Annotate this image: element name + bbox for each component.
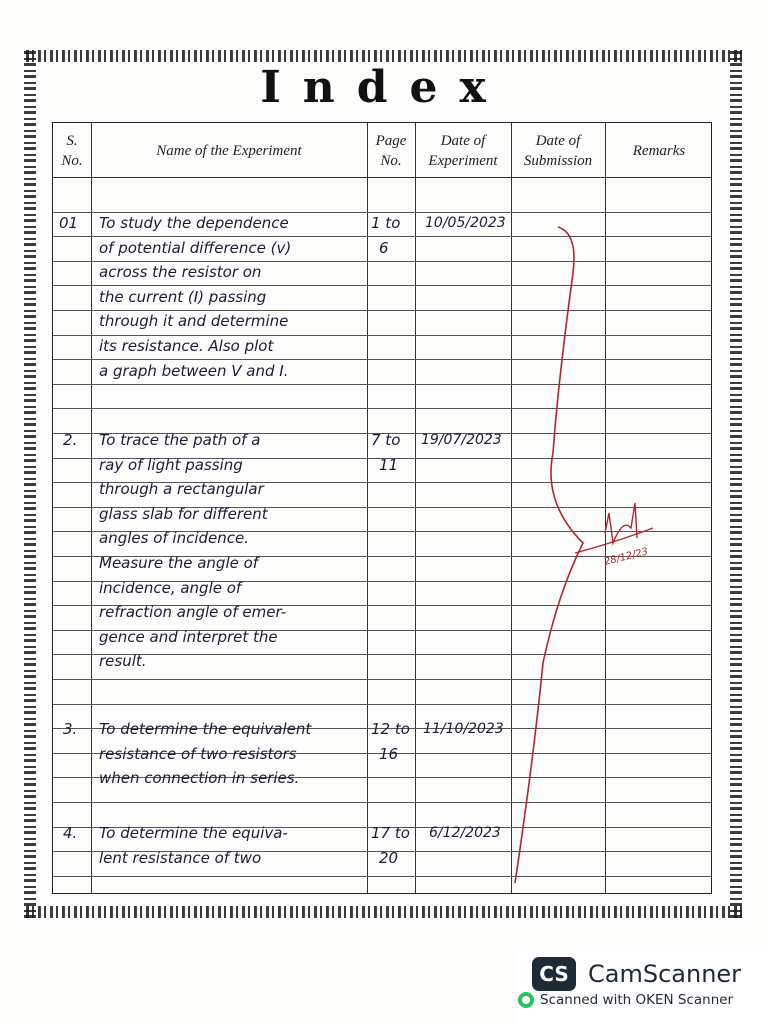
row-4-page-to: 20: [379, 848, 399, 867]
header-date-exp-line1: Date of: [440, 133, 486, 149]
row-4-sno: 4.: [63, 824, 78, 842]
row-1-date: 10/05/2023: [425, 215, 506, 231]
row-2-line: angles of incidence.: [99, 529, 250, 548]
header-sno-line1: S.: [66, 133, 78, 149]
row-2-line: ray of light passing: [99, 455, 243, 474]
row-2-line: incidence, angle of: [99, 578, 242, 597]
row-3-page-to: 16: [379, 744, 399, 763]
header-page-line2: No.: [380, 153, 402, 169]
row-3-line: when connection in series.: [99, 769, 300, 788]
row-2-line: result.: [99, 652, 147, 671]
header-date-exp-line2: Experiment: [428, 153, 498, 169]
row-1-line: through it and determine: [99, 312, 289, 331]
row-1-line: the current (I) passing: [99, 287, 267, 306]
scanner-tagline: Scanned with OKEN Scanner: [540, 992, 734, 1008]
header-date-sub-line2: Submission: [523, 153, 593, 169]
header-name: Name of the Experiment: [156, 143, 302, 159]
camscanner-logo: CS: [532, 957, 576, 991]
header-remarks: Remarks: [632, 143, 686, 159]
header-date-sub-line1: Date of: [535, 133, 581, 149]
scanner-badge-icon: [518, 992, 534, 1008]
submission-bracket-signature: [53, 123, 713, 895]
row-2-page-to: 11: [379, 455, 399, 474]
row-1-page-from: 1 to: [371, 214, 401, 232]
row-1-line: its resistance. Also plot: [99, 336, 274, 355]
signature-mark: [605, 503, 637, 543]
row-4-date: 6/12/2023: [429, 825, 501, 841]
row-1-line: To study the dependence: [99, 214, 289, 232]
row-1-sno: 01: [59, 214, 79, 232]
row-2-line: refraction angle of emer-: [99, 603, 287, 622]
row-3-line: To determine the equivalent: [99, 720, 312, 738]
row-2-sno: 2.: [63, 431, 78, 449]
camscanner-name: CamScanner: [588, 960, 742, 988]
row-1-line: of potential difference (v): [99, 238, 292, 257]
row-2-page-from: 7 to: [371, 431, 401, 449]
signature-date: 28/12/23: [603, 546, 650, 568]
decorative-border-left: [24, 50, 36, 918]
row-1-line: across the resistor on: [99, 263, 262, 282]
header-page-line1: Page: [375, 133, 407, 149]
row-2-line: through a rectangular: [99, 480, 264, 499]
index-table: [52, 122, 712, 894]
row-3-page-from: 12 to: [371, 720, 410, 738]
row-2-line: gence and interpret the: [99, 627, 278, 646]
page-title: Index: [260, 62, 508, 113]
row-2-line: glass slab for different: [99, 504, 268, 523]
row-2-date: 19/07/2023: [421, 432, 502, 448]
decorative-border-top: [26, 50, 742, 62]
decorative-border-bottom: [26, 906, 742, 918]
row-4-line: lent resistance of two: [99, 848, 262, 867]
row-1-line: a graph between V and I.: [99, 361, 289, 380]
decorative-border-right: [730, 50, 742, 918]
red-bracket-line: [515, 227, 583, 883]
row-3-sno: 3.: [63, 720, 78, 738]
header-sno-line2: No.: [61, 153, 83, 169]
row-3-date: 11/10/2023: [423, 721, 504, 737]
row-3-line: resistance of two resistors: [99, 744, 297, 763]
row-2-line: Measure the angle of: [99, 553, 259, 572]
row-4-line: To determine the equiva-: [99, 824, 288, 842]
row-4-page-from: 17 to: [371, 824, 410, 842]
row-2-line: To trace the path of a: [99, 431, 261, 449]
row-1-page-to: 6: [379, 238, 389, 257]
